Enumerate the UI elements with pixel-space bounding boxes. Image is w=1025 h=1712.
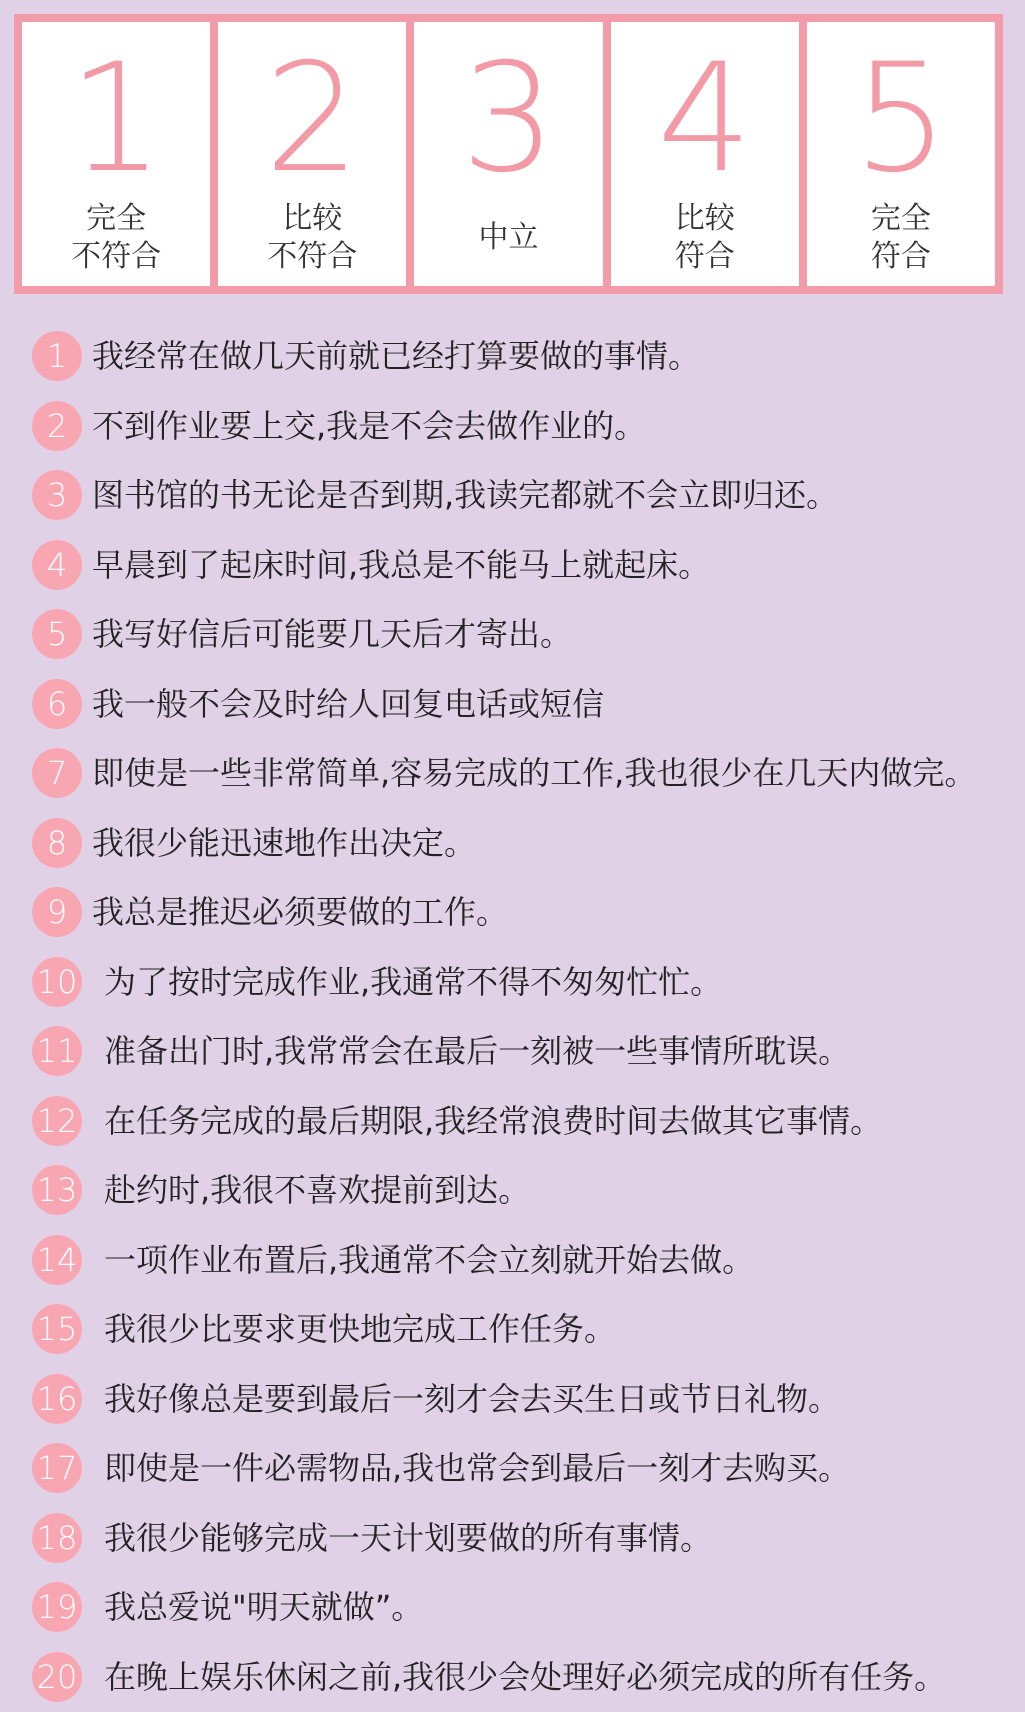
scale-label-line2: 符合 <box>674 239 735 274</box>
scale-label-line1: 比较 <box>282 201 343 236</box>
scale-number: 3 <box>460 32 557 206</box>
item-number-badge: 8 <box>32 818 82 868</box>
list-item <box>0 603 1025 659</box>
item-text: 早晨到了起床时间,我总是不能马上就起床。 <box>92 545 711 584</box>
item-text: 我很少能够完成一天计划要做的所有事情。 <box>104 1518 713 1557</box>
item-number-badge: 3 <box>32 470 82 520</box>
item-number-badge: 19 <box>32 1582 82 1632</box>
list-item <box>0 673 1025 729</box>
item-text: 为了按时完成作业,我通常不得不匆匆忙忙。 <box>104 962 723 1001</box>
item-number-badge: 7 <box>32 748 82 798</box>
list-item <box>0 1298 1025 1354</box>
item-number-badge: 10 <box>32 957 82 1007</box>
item-text: 我写好信后可能要几天后才寄出。 <box>92 615 573 653</box>
scale-label-line2: 不符合 <box>71 239 162 274</box>
list-item <box>0 1507 1025 1563</box>
list-item <box>0 534 1025 590</box>
item-number-badge: 13 <box>32 1165 82 1215</box>
list-item <box>0 812 1025 868</box>
item-number-badge: 17 <box>32 1443 82 1493</box>
list-item <box>0 1437 1025 1493</box>
item-text: 我好像总是要到最后一刻才会去买生日或节日礼物。 <box>104 1379 841 1418</box>
item-number-badge: 5 <box>32 609 82 659</box>
list-item <box>0 1159 1025 1215</box>
item-text: 我很少比要求更快地完成工作任务。 <box>104 1310 617 1348</box>
scale-label <box>807 200 995 276</box>
scale-label-line1: 中立 <box>478 220 539 255</box>
scale-label-line1: 比较 <box>674 201 735 236</box>
item-text: 我总爱说"明天就做”。 <box>104 1588 424 1626</box>
item-text: 不到作业要上交,我是不会去做作业的。 <box>92 406 647 445</box>
scale-option-4 <box>611 22 799 286</box>
list-item <box>0 325 1025 381</box>
scale-label-line1: 完全 <box>870 201 931 236</box>
item-number-badge: 11 <box>32 1026 82 1076</box>
scale-number: 2 <box>264 32 361 206</box>
item-text: 我总是推迟必须要做的工作。 <box>92 893 509 931</box>
item-number-badge: 12 <box>32 1096 82 1146</box>
item-text: 即使是一些非常简单,容易完成的工作,我也很少在几天内做完。 <box>92 754 977 792</box>
item-number-badge: 4 <box>32 540 82 590</box>
scale-option-3 <box>414 22 602 286</box>
rating-scale <box>14 14 1003 294</box>
scale-label <box>22 200 210 276</box>
item-number-badge: 16 <box>32 1374 82 1424</box>
list-item <box>0 1368 1025 1424</box>
scale-label-line2: 不符合 <box>267 239 358 274</box>
list-item <box>0 742 1025 798</box>
item-text: 准备出门时,我常常会在最后一刻被一些事情所耽误。 <box>104 1032 851 1070</box>
scale-number: 5 <box>853 32 949 206</box>
item-text: 一项作业布置后,我通常不会立刻就开始去做。 <box>104 1240 755 1279</box>
list-item <box>0 1090 1025 1146</box>
item-text: 赴约时,我很不喜欢提前到达。 <box>104 1171 531 1209</box>
item-text: 在任务完成的最后期限,我经常浪费时间去做其它事情。 <box>104 1101 883 1140</box>
scale-number: 4 <box>656 32 753 206</box>
scale-label <box>218 200 406 276</box>
scale-label-line1: 完全 <box>86 201 147 236</box>
item-number-badge: 1 <box>32 331 82 381</box>
scale-label-line2: 符合 <box>870 239 931 274</box>
scale-option-5 <box>807 22 995 286</box>
item-number-badge: 20 <box>32 1652 82 1702</box>
item-text: 我很少能迅速地作出决定。 <box>92 823 477 862</box>
list-item <box>0 1646 1025 1702</box>
item-number-badge: 18 <box>32 1513 82 1563</box>
item-text: 图书馆的书无论是否到期,我读完都就不会立即归还。 <box>92 476 839 514</box>
list-item <box>0 881 1025 937</box>
item-number-badge: 2 <box>32 401 82 451</box>
list-item <box>0 395 1025 451</box>
list-item <box>0 1576 1025 1632</box>
scale-label <box>611 200 799 276</box>
scale-option-1 <box>22 22 210 286</box>
scale-option-2 <box>218 22 406 286</box>
item-text: 在晚上娱乐休闲之前,我很少会处理好必须完成的所有任务。 <box>104 1657 947 1696</box>
list-item <box>0 951 1025 1007</box>
item-text: 我经常在做几天前就已经打算要做的事情。 <box>92 337 701 375</box>
list-item <box>0 464 1025 520</box>
scale-label <box>414 200 602 276</box>
item-number-badge: 6 <box>32 679 82 729</box>
item-number-badge: 15 <box>32 1304 82 1354</box>
item-number-badge: 14 <box>32 1235 82 1285</box>
item-text: 即使是一件必需物品,我也常会到最后一刻才去购买。 <box>104 1449 851 1487</box>
scale-number: 1 <box>68 32 164 206</box>
item-text: 我一般不会及时给人回复电话或短信 <box>92 684 605 723</box>
list-item <box>0 1229 1025 1285</box>
list-item <box>0 1020 1025 1076</box>
item-number-badge: 9 <box>32 887 82 937</box>
